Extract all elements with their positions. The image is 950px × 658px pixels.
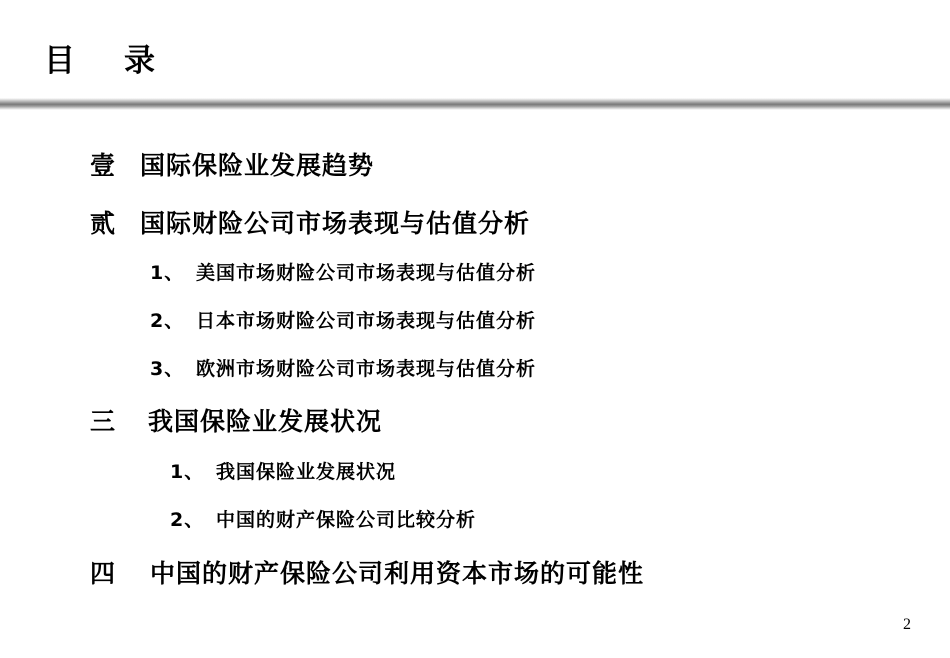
- toc-subsection-2-3-number: 3、: [150, 358, 185, 380]
- toc-section-1-text: 国际保险业发展趋势: [140, 151, 375, 180]
- toc-section-2: [90, 207, 530, 241]
- toc-section-3: [90, 405, 382, 439]
- toc-section-3-text: 我国保险业发展状况: [148, 407, 383, 436]
- toc-subsection-3-2-text: 中国的财产保险公司比较分析: [216, 509, 477, 531]
- toc-section-2-text: 国际财险公司市场表现与估值分析: [140, 209, 531, 238]
- toc-subsection-2-3: [150, 355, 536, 383]
- toc-subsection-3-1-text: 我国保险业发展状况: [216, 461, 397, 483]
- page-title-left: 目: [44, 43, 77, 79]
- toc-subsection-2-1: [150, 259, 536, 287]
- toc-subsection-2-3-text: 欧洲市场财险公司市场表现与估值分析: [196, 358, 537, 380]
- toc-subsection-2-2-text: 日本市场财险公司市场表现与估值分析: [196, 310, 537, 332]
- toc-section-1-number: 壹: [90, 151, 117, 180]
- toc-section-2-number: 贰: [90, 209, 117, 238]
- header-divider: [0, 98, 950, 110]
- page-number: 2: [903, 616, 911, 633]
- toc-subsection-2-1-number: 1、: [150, 262, 185, 284]
- toc-section-3-number: 三: [90, 407, 117, 436]
- toc-section-4-text: 中国的财产保险公司利用资本市场的可能性: [150, 559, 645, 588]
- toc-section-1: [90, 149, 374, 183]
- toc-subsection-3-1: [170, 458, 396, 486]
- toc-section-4-number: 四: [90, 559, 117, 588]
- toc-subsection-3-2: [170, 506, 476, 534]
- page-title: [44, 40, 157, 82]
- toc-subsection-2-1-text: 美国市场财险公司市场表现与估值分析: [196, 262, 537, 284]
- toc-subsection-3-2-number: 2、: [170, 509, 205, 531]
- toc-subsection-2-2: [150, 307, 536, 335]
- toc-subsection-3-1-number: 1、: [170, 461, 205, 483]
- toc-section-4: [90, 557, 644, 591]
- toc-subsection-2-2-number: 2、: [150, 310, 185, 332]
- page-title-right: 录: [124, 43, 157, 79]
